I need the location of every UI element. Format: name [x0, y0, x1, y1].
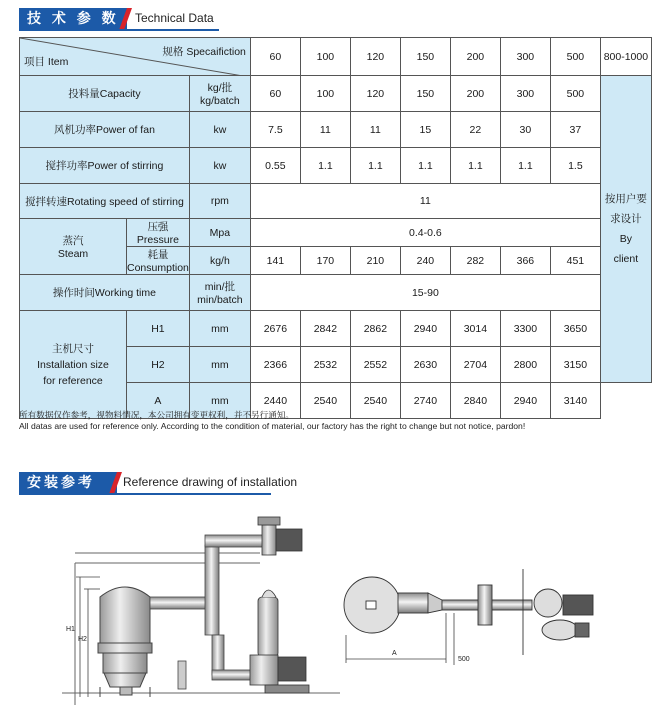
a-unit: mm [189, 383, 250, 419]
model-150: 150 [400, 38, 450, 76]
fan-power-value: 7.5 [250, 112, 300, 148]
stirring-power-value: 1.5 [550, 148, 600, 184]
h2-value: 2800 [500, 347, 550, 383]
steam-label: 蒸汽 Steam [20, 219, 127, 275]
header-rule [19, 29, 219, 31]
model-800-1000: 800-1000 [600, 38, 651, 76]
spec-item-header [20, 38, 251, 76]
top-fan [258, 517, 302, 555]
spec-label: 规格 Specaifiction [162, 46, 246, 58]
plan-view [344, 569, 593, 655]
fan-power-value: 30 [500, 112, 550, 148]
fan-power-value: 11 [300, 112, 350, 148]
working-time-unit: min/批 min/batch [189, 275, 250, 311]
model-200: 200 [450, 38, 500, 76]
pressure-label: 压强Pressure [127, 219, 190, 247]
working-time-value: 15-90 [250, 275, 600, 311]
drawing-title-cn: 安装参考图 [19, 472, 117, 494]
h1-value: 3300 [500, 311, 550, 347]
consumption-value: 240 [400, 247, 450, 275]
capacity-label: 投料量Capacity [20, 76, 190, 112]
stirring-power-unit: kw [189, 148, 250, 184]
h2-value: 2532 [300, 347, 350, 383]
capacity-value: 60 [250, 76, 300, 112]
header-rule [19, 493, 271, 495]
a-value: 2840 [450, 383, 500, 419]
consumption-value: 141 [250, 247, 300, 275]
model-100: 100 [300, 38, 350, 76]
installation-drawing [0, 505, 657, 728]
h1-unit: mm [189, 311, 250, 347]
h1-label: H1 [127, 311, 190, 347]
h1-value: 2842 [300, 311, 350, 347]
a-value: 2940 [500, 383, 550, 419]
working-time-label: 操作时间Working time [20, 275, 190, 311]
capacity-value: 100 [300, 76, 350, 112]
note-cn: 所有数据仅作参考，视物料情况，本公司拥有变更权利，并不另行通知。 [19, 410, 295, 420]
h1-value: 3014 [450, 311, 500, 347]
duct-system [150, 535, 265, 689]
capacity-unit: kg/批 kg/batch [189, 76, 250, 112]
model-500: 500 [550, 38, 600, 76]
h2-value: 2630 [400, 347, 450, 383]
fan-power-value: 22 [450, 112, 500, 148]
stirring-power-value: 1.1 [500, 148, 550, 184]
capacity-value: 200 [450, 76, 500, 112]
a-label: A [127, 383, 190, 419]
h1-value: 2940 [400, 311, 450, 347]
stirring-power-value: 1.1 [400, 148, 450, 184]
consumption-value: 210 [350, 247, 400, 275]
h1-value: 3650 [550, 311, 600, 347]
a-dimension-label: A [392, 650, 397, 657]
a-value: 2440 [250, 383, 300, 419]
technical-data-title-cn: 技 术 参 数 [19, 8, 127, 30]
h2-value: 2552 [350, 347, 400, 383]
filter-and-fan [250, 590, 309, 693]
fan-power-label: 风机功率Power of fan [20, 112, 190, 148]
capacity-value: 120 [350, 76, 400, 112]
h1-value: 2862 [350, 311, 400, 347]
model-60: 60 [250, 38, 300, 76]
h2-label: H2 [127, 347, 190, 383]
fan-power-value: 11 [350, 112, 400, 148]
h1-dimension-label: H1 [66, 626, 75, 633]
stirring-power-value: 0.55 [250, 148, 300, 184]
consumption-unit: kg/h [189, 247, 250, 275]
model-300: 300 [500, 38, 550, 76]
h2-value: 2704 [450, 347, 500, 383]
h2-value: 2366 [250, 347, 300, 383]
a-value: 3140 [550, 383, 600, 419]
capacity-value: 150 [400, 76, 450, 112]
pressure-unit: Mpa [189, 219, 250, 247]
spec-table [19, 37, 652, 419]
by-client-cell: 按用户要 求设计 By client [600, 76, 651, 383]
h2-dimension-label: H2 [78, 636, 87, 643]
rotating-speed-value: 11 [250, 184, 600, 219]
h2-value: 3150 [550, 347, 600, 383]
dimension-500-label: 500 [458, 656, 470, 663]
item-label: 项目 Item [24, 56, 69, 68]
consumption-label: 耗量Consumption [127, 247, 190, 275]
a-value: 2740 [400, 383, 450, 419]
a-value: 2540 [350, 383, 400, 419]
stirring-power-value: 1.1 [450, 148, 500, 184]
consumption-value: 170 [300, 247, 350, 275]
fan-power-unit: kw [189, 112, 250, 148]
rotating-speed-label: 搅拌转速Rotating speed of stirring [20, 184, 190, 219]
fan-power-value: 37 [550, 112, 600, 148]
stirring-power-label: 搅拌功率Power of stirring [20, 148, 190, 184]
capacity-value: 500 [550, 76, 600, 112]
consumption-value: 366 [500, 247, 550, 275]
consumption-value: 282 [450, 247, 500, 275]
fan-power-value: 15 [400, 112, 450, 148]
h2-unit: mm [189, 347, 250, 383]
drawing-title-en: Reference drawing of installation [123, 475, 298, 489]
stirring-power-value: 1.1 [300, 148, 350, 184]
note-en: All datas are used for reference only. According to the condition of material, our factory has the right to change but not notice, pardon! [19, 421, 526, 431]
a-value: 2540 [300, 383, 350, 419]
stirring-power-value: 1.1 [350, 148, 400, 184]
capacity-value: 300 [500, 76, 550, 112]
pressure-value: 0.4-0.6 [250, 219, 600, 247]
drawing-header [19, 472, 639, 513]
technical-data-header [19, 8, 639, 30]
technical-data-title-en: Technical Data [135, 11, 214, 25]
rotating-speed-unit: rpm [189, 184, 250, 219]
installation-size-label: 主机尺寸 Installation size for reference [20, 311, 127, 419]
consumption-value: 451 [550, 247, 600, 275]
dryer-body [98, 587, 152, 697]
h1-value: 2676 [250, 311, 300, 347]
model-120: 120 [350, 38, 400, 76]
